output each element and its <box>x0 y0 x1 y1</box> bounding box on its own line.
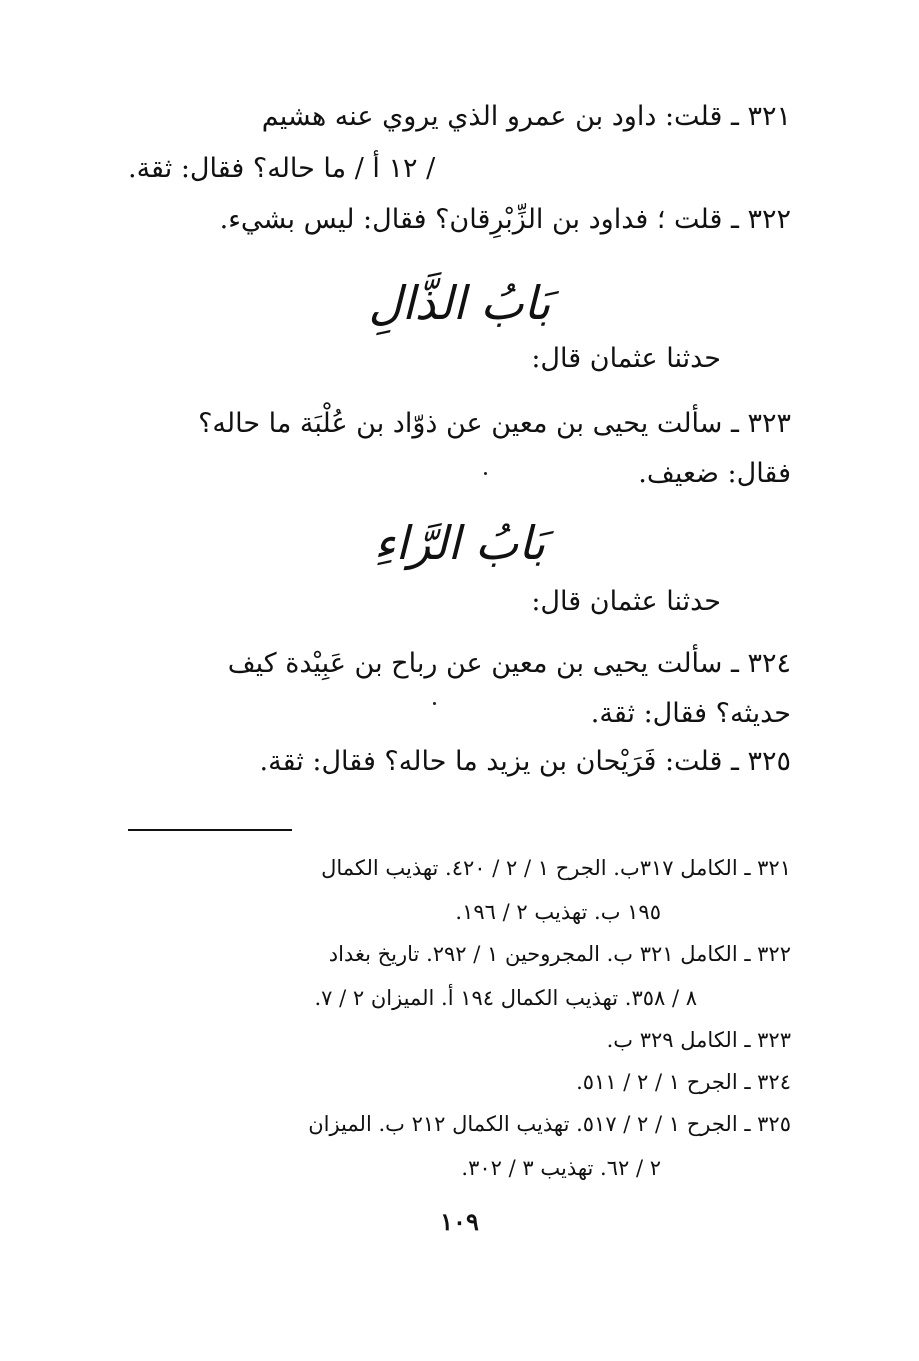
entry-321-line-2 <box>128 155 791 182</box>
entry-325-line-1: ٣٢٥ ـ قلت: فَرَيْحان بن يزيد ما حاله؟ فقال: ثقة. <box>259 746 791 777</box>
footnote-322-line-2: ٨ / ٣٥٨. تهذيب الكمال ١٩٤ أ. الميزان ٢ / ٧. <box>314 986 697 1010</box>
entry-321-line-2-text: / ١٢ أ / ما حاله؟ فقال: ثقة. <box>128 153 436 184</box>
entry-323-line-2: فقال: ضعيف. <box>638 458 791 489</box>
entry-324-line-1: ٣٢٤ ـ سألت يحيى بن معين عن رباح بن عَبِيْدة كيف <box>227 648 791 679</box>
footnote-324-line-1: ٣٢٤ ـ الجرح ١ / ٢ / ٥١١. <box>576 1070 791 1094</box>
footnote-321-line-1: ٣٢١ ـ الكامل ٣١٧ب. الجرح ١ / ٢ / ٤٢٠. تهذيب الكمال <box>321 856 791 880</box>
entry-321-line-1: ٣٢١ ـ قلت: داود بن عمرو الذي يروي عنه هشيم <box>261 101 791 132</box>
footnote-321-line-2: ١٩٥ ب. تهذيب ٢ / ١٩٦. <box>455 900 661 924</box>
scan-speck <box>484 472 487 475</box>
scan-speck <box>433 702 436 705</box>
chapter-intro-dhal: حدثنا عثمان قال: <box>531 343 721 374</box>
chapter-heading-dhal: بَابُ الذَّالِ <box>368 276 551 330</box>
footnote-325-line-2: ٢ / ٦٢. تهذيب ٣ / ٣٠٢. <box>461 1156 661 1180</box>
page-number: ١٠٩ <box>440 1207 479 1236</box>
entry-322-line-1: ٣٢٢ ـ قلت ؛ فداود بن الزِّبْرِقان؟ فقال: ليس بشيء. <box>219 204 791 235</box>
chapter-intro-ra: حدثنا عثمان قال: <box>531 586 721 617</box>
footnote-323-line-1: ٣٢٣ ـ الكامل ٣٢٩ ب. <box>606 1028 791 1052</box>
chapter-heading-ra: بَابُ الرَّاءِ <box>373 516 546 570</box>
entry-324-line-2: حديثه؟ فقال: ثقة. <box>590 698 791 729</box>
entry-323-line-1: ٣٢٣ ـ سألت يحيى بن معين عن ذوّاد بن عُلْبَة ما حاله؟ <box>198 408 791 439</box>
footnote-divider <box>128 829 292 831</box>
footnote-322-line-1: ٣٢٢ ـ الكامل ٣٢١ ب. المجروحين ١ / ٢٩٢. تاريخ بغداد <box>328 942 791 966</box>
footnote-325-line-1: ٣٢٥ ـ الجرح ١ / ٢ / ٥١٧. تهذيب الكمال ٢١٢ ب. الميزان <box>308 1112 791 1136</box>
